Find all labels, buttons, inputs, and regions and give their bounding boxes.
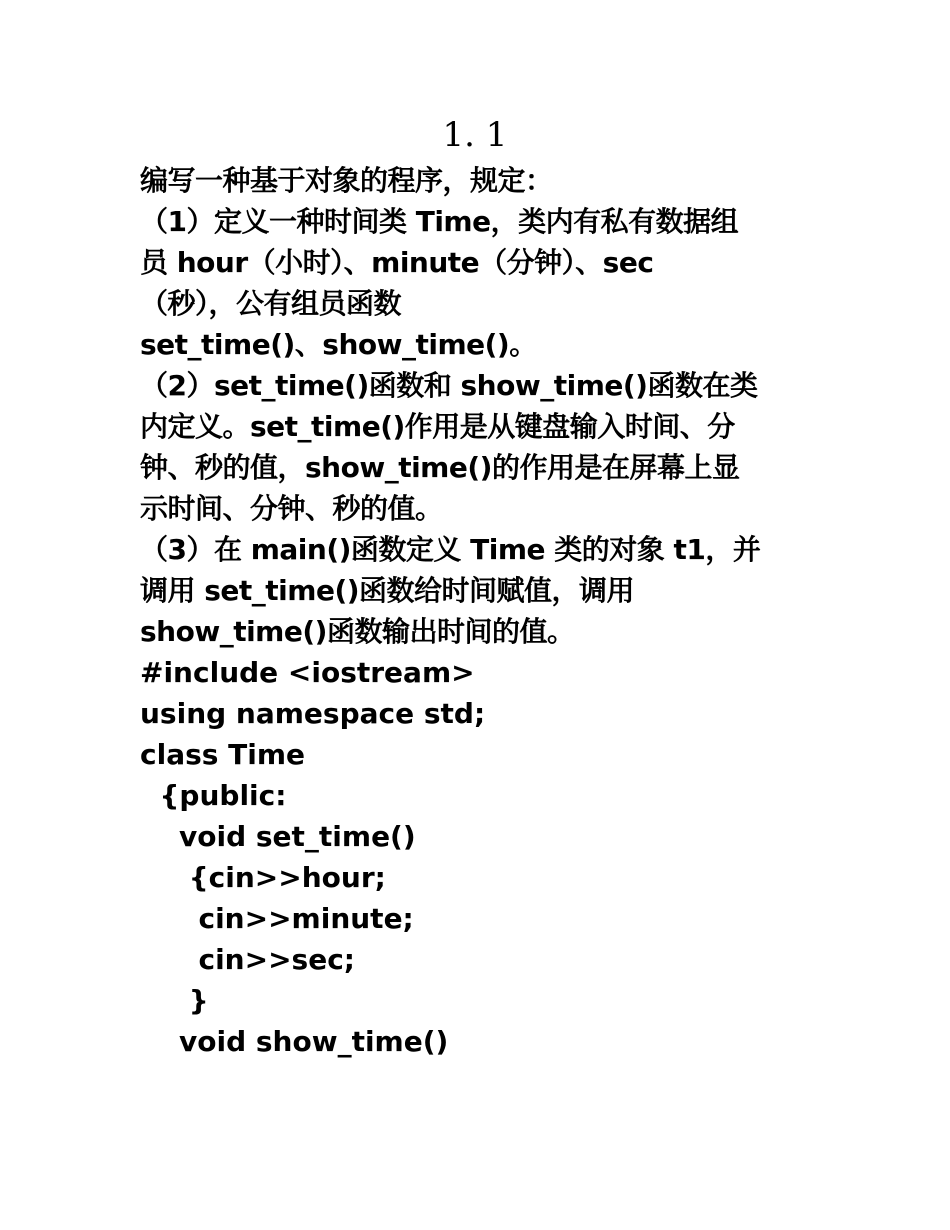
problem-line: 钟、秒的值，show_time()的作用是在屏幕上显	[140, 451, 740, 484]
problem-line: show_time()函数输出时间的值。	[140, 615, 575, 648]
code-line: void show_time()	[140, 1025, 449, 1058]
problem-line: 调用 set_time()函数给时间赋值，调用	[140, 574, 635, 607]
problem-statement	[140, 160, 820, 652]
code-line: class Time	[140, 738, 306, 771]
problem-line: 员 hour（小时）、minute（分钟）、sec	[140, 246, 654, 279]
problem-line: set_time()、show_time()。	[140, 328, 537, 361]
code-line: {public:	[140, 779, 287, 812]
document-body	[140, 160, 820, 1062]
code-listing	[140, 652, 820, 1062]
section-title: 1. 1	[442, 115, 508, 155]
code-line: cin>>minute;	[140, 902, 414, 935]
problem-line: 编写一种基于对象的程序，规定：	[140, 164, 553, 197]
code-line: cin>>sec;	[140, 943, 355, 976]
problem-line: （3）在 main()函数定义 Time 类的对象 t1，并	[140, 533, 761, 566]
problem-line: 内定义。set_time()作用是从键盘输入时间、分	[140, 410, 735, 443]
code-line: void set_time()	[140, 820, 416, 853]
problem-line: 示时间、分钟、秒的值。	[140, 492, 443, 525]
problem-line: （2）set_time()函数和 show_time()函数在类	[140, 369, 758, 402]
code-line: #include <iostream>	[140, 656, 475, 689]
code-line: {cin>>hour;	[140, 861, 386, 894]
code-line: }	[140, 984, 209, 1017]
code-line: using namespace std;	[140, 697, 486, 730]
problem-line: （1）定义一种时间类 Time，类内有私有数据组	[140, 205, 739, 238]
problem-line: （秒），公有组员函数	[140, 287, 402, 320]
